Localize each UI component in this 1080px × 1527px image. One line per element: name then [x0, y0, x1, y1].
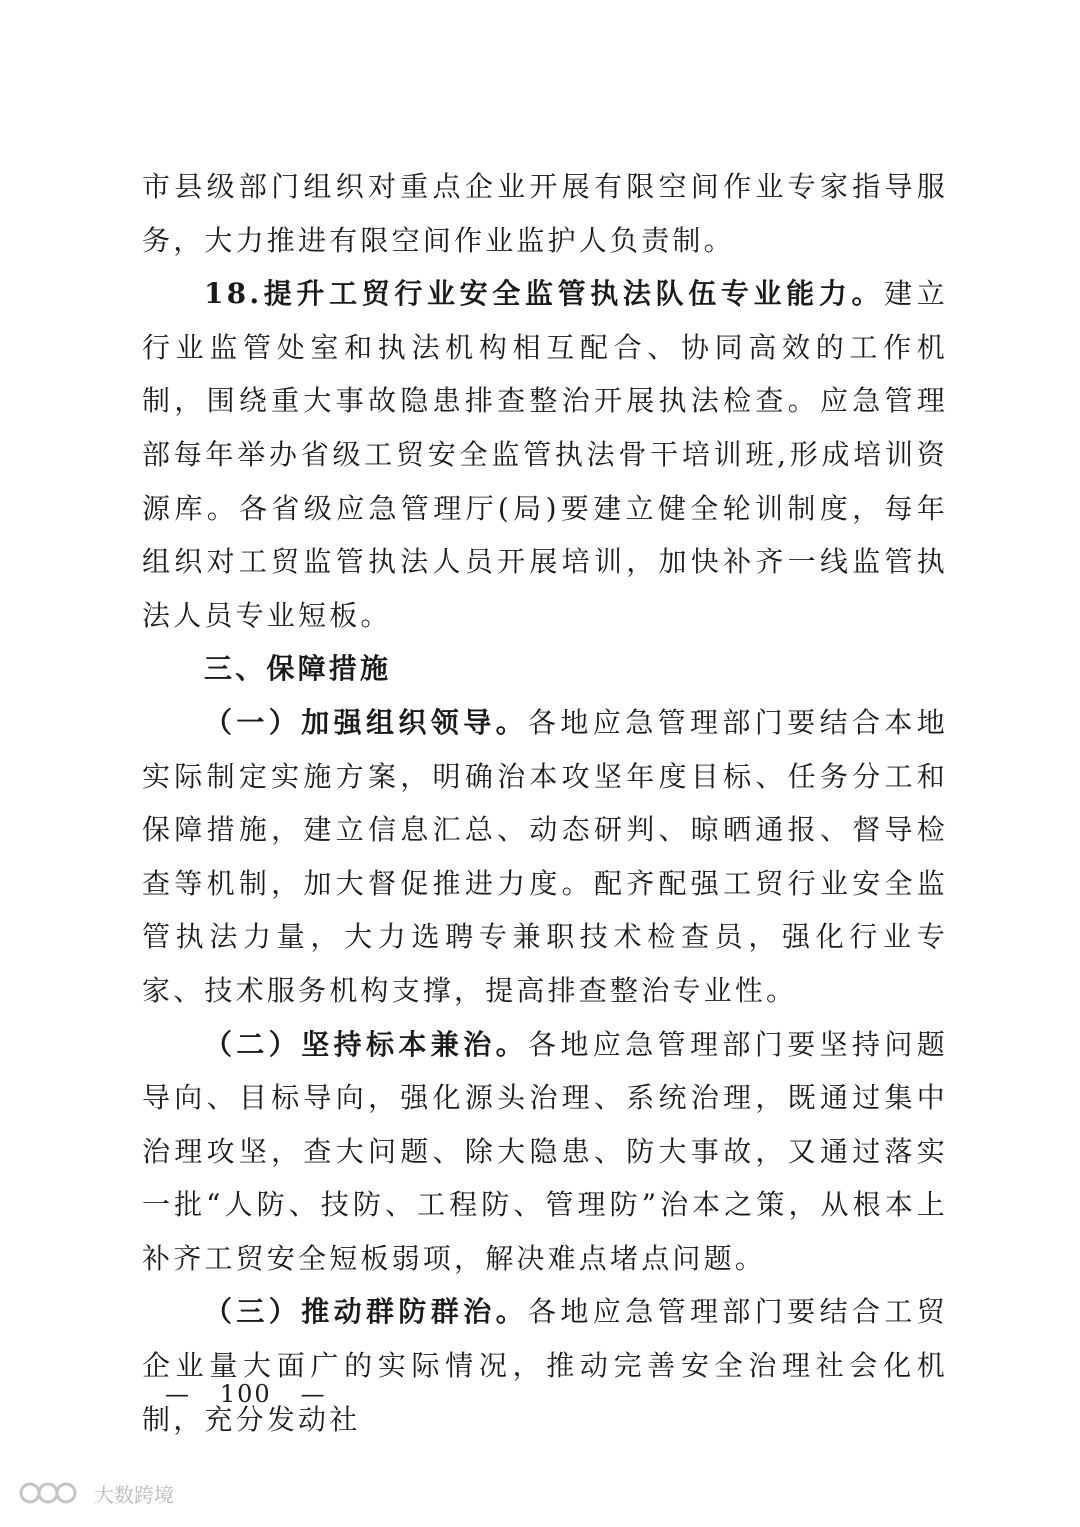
paragraph-text: 各地应急管理部门要结合工贸企业量大面广的实际情况，推动完善安全治理社会化机制，充分发动社: [142, 1295, 948, 1436]
paragraph-text: 市县级部门组织对重点企业开展有限空间作业专家指导服务，大力推进有限空间作业监护人负责制。: [142, 170, 948, 257]
paragraph-lead-title: （三）推动群防群治。: [204, 1295, 528, 1329]
paragraph-mass-prevention: [142, 1285, 948, 1446]
page-number: — 100 —: [165, 1380, 327, 1408]
paragraph-lead-title: （二）坚持标本兼治。: [204, 1027, 528, 1061]
section-heading: 三、保障措施: [204, 652, 392, 686]
paragraph-continuation: [142, 160, 948, 267]
paragraph-text: 各地应急管理部门要结合本地实际制定实施方案，明确治本攻坚年度目标、任务分工和保障措施，建立信息汇总、动态研判、晾晒通报、督导检查等机制，加大督促推进力度。配齐配强工贸行业安全监管执法力量，大力选聘专兼职技术检查员，强化行业专家、技术服务机构支撑，提高排查整治专业性。: [142, 705, 948, 1007]
watermark-logo-icon: [18, 1478, 88, 1508]
paragraph-organization-leadership: [142, 696, 948, 1018]
watermark: [18, 1478, 174, 1508]
paragraph-lead-title: 18.提升工贸行业安全监管执法队伍专业能力。: [204, 277, 885, 311]
paragraph-text: 建立行业监管处室和执法机构相互配合、协同高效的工作机制，围绕重大事故隐患排查整治开展执法检查。应急管理部每年举办省级工贸安全监管执法骨干培训班,形成培训资源库。各省级应急管理厅(局)要建立健全轮训制度，每年组织对工贸监管执法人员开展培训，加快补齐一线监管执法人员专业短板。: [142, 277, 948, 632]
document-body: [142, 160, 948, 1446]
paragraph-item-18: [142, 267, 948, 642]
paragraph-root-and-symptoms: [142, 1018, 948, 1286]
paragraph-text: 各地应急管理部门要坚持问题导向、目标导向，强化源头治理、系统治理，既通过集中治理攻坚，查大问题、除大隐患、防大事故，又通过落实一批“人防、技防、工程防、管理防”治本之策，从根本上补齐工贸安全短板弱项，解决难点堵点问题。: [142, 1027, 948, 1275]
watermark-text: 大数跨境: [94, 1482, 174, 1507]
paragraph-lead-title: （一）加强组织领导。: [204, 705, 528, 739]
